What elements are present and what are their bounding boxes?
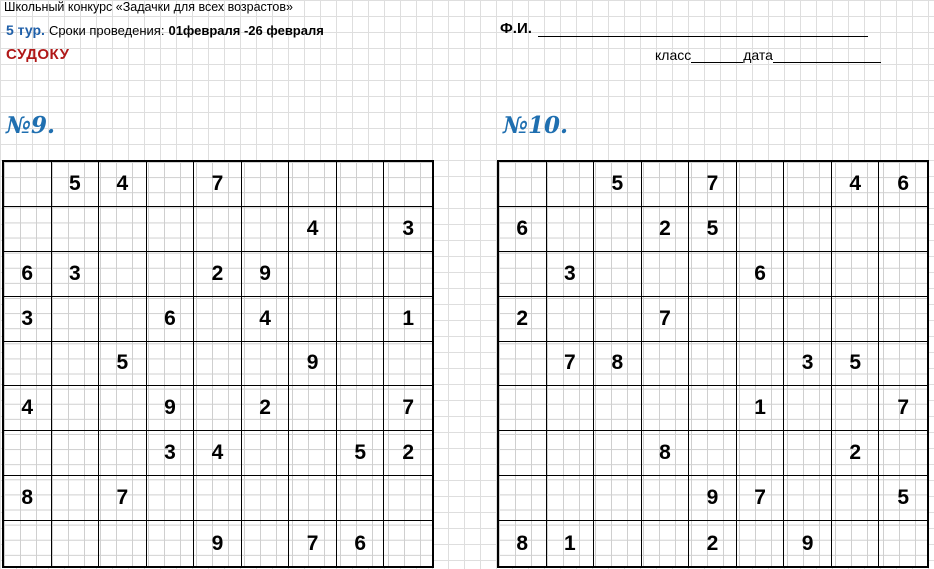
- sudoku-cell[interactable]: [194, 386, 242, 431]
- sudoku-cell[interactable]: [832, 297, 880, 342]
- sudoku-cell[interactable]: [499, 431, 547, 476]
- sudoku-cell[interactable]: [147, 521, 195, 566]
- sudoku-cell[interactable]: [594, 297, 642, 342]
- sudoku-cell[interactable]: 4: [194, 431, 242, 476]
- sudoku-cell[interactable]: [499, 476, 547, 521]
- sudoku-cell[interactable]: 6: [879, 162, 927, 207]
- sudoku-cell[interactable]: [337, 207, 385, 252]
- sudoku-cell[interactable]: 4: [4, 386, 52, 431]
- sudoku-cell[interactable]: [642, 476, 690, 521]
- sudoku-cell[interactable]: 8: [594, 342, 642, 387]
- sudoku-cell[interactable]: [642, 521, 690, 566]
- sudoku-cell[interactable]: 6: [737, 252, 785, 297]
- sudoku-cell[interactable]: [879, 431, 927, 476]
- sudoku-cell[interactable]: [99, 297, 147, 342]
- sudoku-cell[interactable]: [594, 431, 642, 476]
- sudoku-cell[interactable]: 1: [384, 297, 432, 342]
- sudoku-cell[interactable]: [52, 297, 100, 342]
- sudoku-cell[interactable]: [52, 207, 100, 252]
- sudoku-cell[interactable]: [784, 386, 832, 431]
- sudoku-cell[interactable]: 3: [384, 207, 432, 252]
- name-label: Ф.И.: [500, 20, 532, 37]
- sudoku-cell[interactable]: [242, 162, 290, 207]
- sudoku-cell[interactable]: [337, 386, 385, 431]
- sudoku-cell[interactable]: [737, 162, 785, 207]
- sudoku-cell[interactable]: [879, 252, 927, 297]
- class-label: класс: [655, 47, 692, 63]
- sudoku-cell[interactable]: 7: [289, 521, 337, 566]
- puzzle-number-10: №10.: [503, 112, 569, 139]
- sudoku-cell[interactable]: 9: [242, 252, 290, 297]
- sudoku-cell[interactable]: [242, 431, 290, 476]
- sudoku-cell[interactable]: [832, 207, 880, 252]
- sudoku-cell[interactable]: [547, 386, 595, 431]
- sudoku-cell[interactable]: [289, 252, 337, 297]
- sudoku-cell[interactable]: [642, 162, 690, 207]
- sudoku-cell[interactable]: [384, 342, 432, 387]
- sudoku-cell[interactable]: [99, 521, 147, 566]
- sudoku-cell[interactable]: [547, 162, 595, 207]
- sudoku-cell[interactable]: [547, 297, 595, 342]
- sudoku-cell[interactable]: [689, 297, 737, 342]
- sudoku-cell[interactable]: [147, 162, 195, 207]
- sudoku-cell[interactable]: 6: [337, 521, 385, 566]
- sudoku-cell[interactable]: [52, 342, 100, 387]
- sudoku-cell[interactable]: [289, 431, 337, 476]
- sudoku-cell[interactable]: 3: [784, 342, 832, 387]
- sudoku-cell[interactable]: 3: [4, 297, 52, 342]
- sudoku-cell[interactable]: [289, 476, 337, 521]
- sudoku-cell[interactable]: [194, 342, 242, 387]
- sudoku-cell[interactable]: 7: [194, 162, 242, 207]
- sudoku-cell[interactable]: 7: [737, 476, 785, 521]
- sudoku-cell[interactable]: [784, 431, 832, 476]
- sudoku-cell[interactable]: [499, 386, 547, 431]
- sudoku-cell[interactable]: [147, 207, 195, 252]
- date-line[interactable]: [773, 48, 881, 63]
- sudoku-cell[interactable]: [689, 386, 737, 431]
- sudoku-cell[interactable]: 7: [689, 162, 737, 207]
- round-number: 5 тур.: [6, 22, 45, 38]
- sudoku-cell[interactable]: 6: [4, 252, 52, 297]
- sudoku-cell[interactable]: [337, 476, 385, 521]
- sudoku-cell[interactable]: [4, 521, 52, 566]
- sudoku-cell[interactable]: 3: [52, 252, 100, 297]
- sudoku-cell[interactable]: [4, 162, 52, 207]
- sudoku-cell[interactable]: [642, 252, 690, 297]
- class-line[interactable]: [691, 48, 743, 63]
- sudoku-cell[interactable]: 9: [194, 521, 242, 566]
- date-label: дата: [743, 47, 773, 63]
- sudoku-cell[interactable]: [784, 207, 832, 252]
- sudoku-cell[interactable]: [99, 431, 147, 476]
- sudoku-cell[interactable]: 7: [99, 476, 147, 521]
- sudoku-cell[interactable]: [147, 342, 195, 387]
- sudoku-cell[interactable]: [737, 297, 785, 342]
- sudoku-cell[interactable]: 8: [4, 476, 52, 521]
- sudoku-cell[interactable]: [547, 431, 595, 476]
- sudoku-cell[interactable]: [337, 252, 385, 297]
- sudoku-cell[interactable]: [689, 431, 737, 476]
- sudoku-cell[interactable]: 7: [547, 342, 595, 387]
- sudoku-cell[interactable]: 2: [689, 521, 737, 566]
- sudoku-cell[interactable]: 7: [384, 386, 432, 431]
- sudoku-cell[interactable]: [499, 252, 547, 297]
- period-dates: 01февраля -26 февраля: [168, 23, 324, 38]
- sudoku-cell[interactable]: 9: [689, 476, 737, 521]
- sudoku-cell[interactable]: [784, 476, 832, 521]
- sudoku-cell[interactable]: 9: [784, 521, 832, 566]
- sudoku-cell[interactable]: [337, 162, 385, 207]
- sudoku-cell[interactable]: 5: [689, 207, 737, 252]
- sudoku-cell[interactable]: 9: [147, 386, 195, 431]
- sudoku-cell[interactable]: 5: [594, 162, 642, 207]
- sudoku-cell[interactable]: [832, 386, 880, 431]
- contest-title: Школьный конкурс «Задачки для всех возрастов»: [4, 0, 293, 14]
- sudoku-cell[interactable]: [4, 342, 52, 387]
- sudoku-cell[interactable]: [52, 476, 100, 521]
- sudoku-cell[interactable]: 3: [147, 431, 195, 476]
- sudoku-cell[interactable]: [737, 342, 785, 387]
- sudoku-cell[interactable]: 4: [289, 207, 337, 252]
- sudoku-cell[interactable]: [52, 386, 100, 431]
- sudoku-cell[interactable]: [642, 342, 690, 387]
- sudoku-grid-10: [497, 160, 929, 568]
- sudoku-cell[interactable]: [879, 207, 927, 252]
- section-title: СУДОКУ: [6, 46, 70, 63]
- sudoku-cell[interactable]: [784, 297, 832, 342]
- sudoku-cell[interactable]: [52, 431, 100, 476]
- sudoku-cell[interactable]: [384, 252, 432, 297]
- sudoku-cell[interactable]: 2: [194, 252, 242, 297]
- sudoku-cell[interactable]: [337, 297, 385, 342]
- sudoku-cell[interactable]: [594, 207, 642, 252]
- sudoku-cell[interactable]: [289, 297, 337, 342]
- sudoku-cell[interactable]: 5: [879, 476, 927, 521]
- sudoku-cell[interactable]: [689, 252, 737, 297]
- sudoku-cell[interactable]: [499, 162, 547, 207]
- sudoku-cell[interactable]: [99, 386, 147, 431]
- sudoku-cell[interactable]: [289, 386, 337, 431]
- sudoku-cell[interactable]: 5: [99, 342, 147, 387]
- sudoku-cell[interactable]: 1: [737, 386, 785, 431]
- sudoku-cell[interactable]: 9: [289, 342, 337, 387]
- sudoku-cell[interactable]: [879, 297, 927, 342]
- sudoku-cell[interactable]: [242, 521, 290, 566]
- sudoku-cell[interactable]: [4, 431, 52, 476]
- sudoku-cell[interactable]: [384, 521, 432, 566]
- class-date-field: [655, 47, 881, 63]
- sudoku-cell[interactable]: 6: [499, 207, 547, 252]
- sudoku-cell[interactable]: [594, 476, 642, 521]
- round-info: [6, 22, 324, 38]
- sudoku-cell[interactable]: 5: [337, 431, 385, 476]
- sudoku-cell[interactable]: 2: [499, 297, 547, 342]
- sudoku-cell[interactable]: [737, 521, 785, 566]
- sudoku-cell[interactable]: 1: [547, 521, 595, 566]
- sudoku-cell[interactable]: [832, 521, 880, 566]
- sudoku-cell[interactable]: 6: [147, 297, 195, 342]
- sudoku-cell[interactable]: [4, 207, 52, 252]
- sudoku-cell[interactable]: 7: [879, 386, 927, 431]
- sudoku-grid-9: [2, 160, 434, 568]
- sudoku-cell[interactable]: [832, 252, 880, 297]
- sudoku-cell[interactable]: [147, 476, 195, 521]
- name-line[interactable]: [538, 20, 868, 37]
- sudoku-cell[interactable]: [499, 342, 547, 387]
- sudoku-cell[interactable]: [337, 342, 385, 387]
- sudoku-cell[interactable]: 2: [384, 431, 432, 476]
- sudoku-cell[interactable]: 4: [99, 162, 147, 207]
- sudoku-cell[interactable]: [52, 521, 100, 566]
- sudoku-cell[interactable]: [784, 162, 832, 207]
- sudoku-cell[interactable]: 2: [642, 207, 690, 252]
- sudoku-cell[interactable]: [737, 431, 785, 476]
- sudoku-cell[interactable]: [879, 342, 927, 387]
- sudoku-cell[interactable]: [289, 162, 337, 207]
- sudoku-cell[interactable]: [194, 476, 242, 521]
- sudoku-cell[interactable]: [242, 207, 290, 252]
- sudoku-cell[interactable]: [737, 207, 785, 252]
- sudoku-cell[interactable]: [594, 252, 642, 297]
- sudoku-cell[interactable]: [384, 476, 432, 521]
- sudoku-cell[interactable]: [242, 476, 290, 521]
- sudoku-cell[interactable]: [547, 207, 595, 252]
- sudoku-cell[interactable]: [242, 342, 290, 387]
- sudoku-cell[interactable]: 5: [52, 162, 100, 207]
- sudoku-cell[interactable]: [594, 521, 642, 566]
- sudoku-cell[interactable]: [642, 386, 690, 431]
- sudoku-cell[interactable]: 2: [832, 431, 880, 476]
- sudoku-cell[interactable]: 5: [832, 342, 880, 387]
- sudoku-cell[interactable]: [99, 207, 147, 252]
- sudoku-cell[interactable]: [194, 207, 242, 252]
- sudoku-cell[interactable]: [384, 162, 432, 207]
- sudoku-cell[interactable]: [99, 252, 147, 297]
- sudoku-cell[interactable]: [147, 252, 195, 297]
- sudoku-cell[interactable]: 3: [547, 252, 595, 297]
- sudoku-cell[interactable]: 2: [242, 386, 290, 431]
- sudoku-cell[interactable]: 4: [242, 297, 290, 342]
- sudoku-cell[interactable]: [879, 521, 927, 566]
- sudoku-cell[interactable]: [194, 297, 242, 342]
- sudoku-cell[interactable]: [689, 342, 737, 387]
- name-field[interactable]: [500, 20, 868, 37]
- sudoku-cell[interactable]: [594, 386, 642, 431]
- puzzle-number-9: №9.: [6, 112, 56, 139]
- sudoku-cell[interactable]: [832, 476, 880, 521]
- sudoku-cell[interactable]: 7: [642, 297, 690, 342]
- period-label: Сроки проведения:: [48, 23, 165, 38]
- sudoku-cell[interactable]: 8: [499, 521, 547, 566]
- sudoku-cell[interactable]: [547, 476, 595, 521]
- sudoku-cell[interactable]: 8: [642, 431, 690, 476]
- sudoku-cell[interactable]: [784, 252, 832, 297]
- sudoku-cell[interactable]: 4: [832, 162, 880, 207]
